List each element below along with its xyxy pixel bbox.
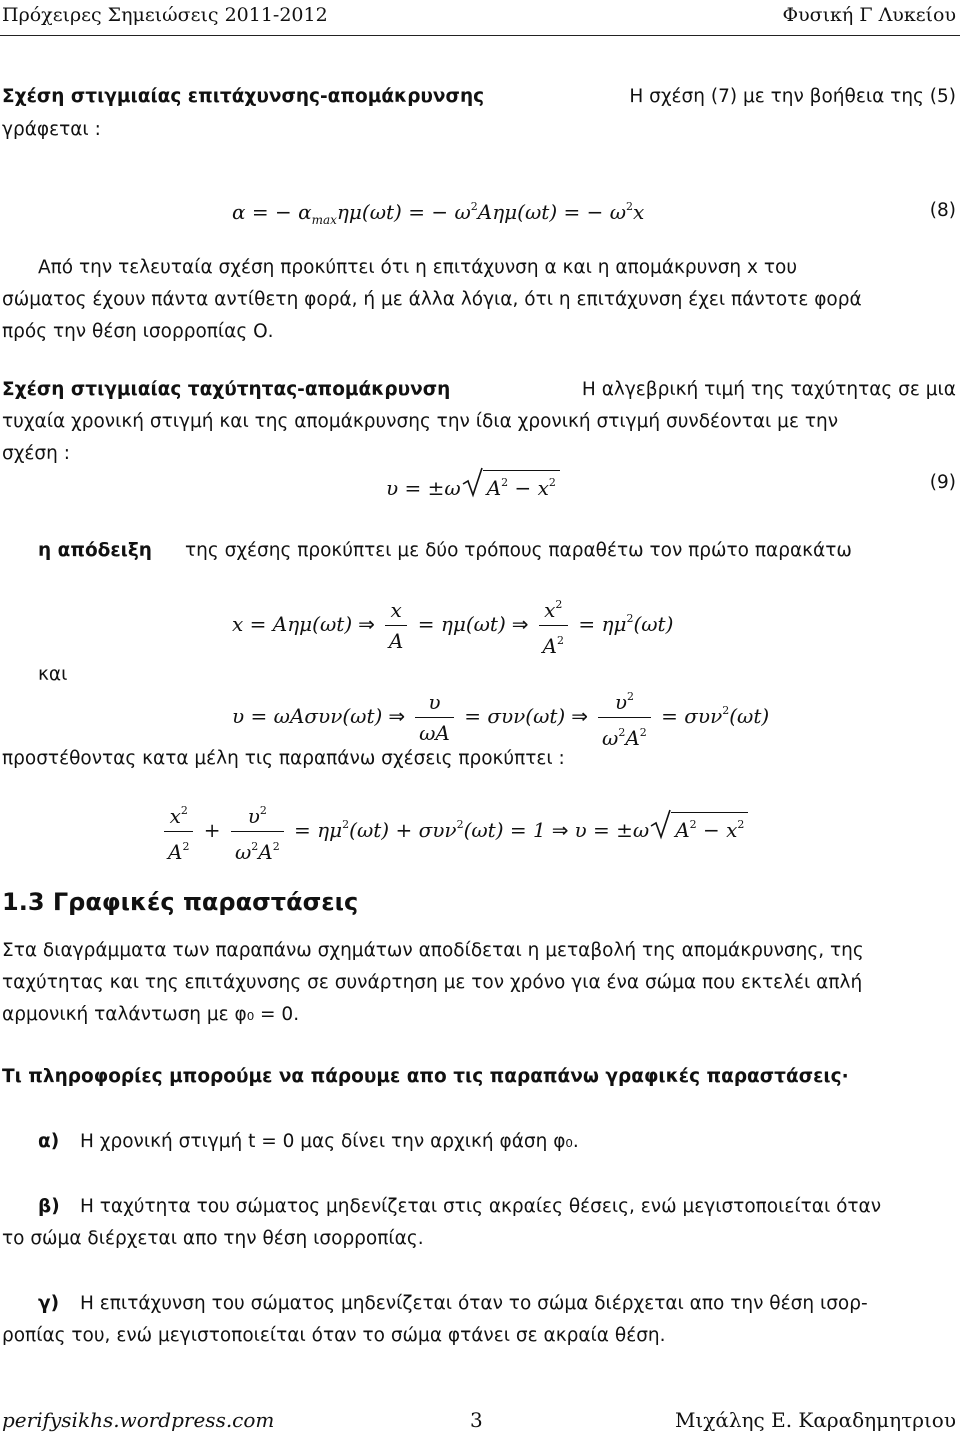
equation-9: υ = ±ω $A^2 - x^2$ (386, 470, 560, 500)
para1-line3: πρός την θέση ισορροπίας Ο. (2, 321, 274, 342)
equation-x: x = Αημ(ωt) ⇒ $\frac{x}{A}$ = ημ(ωt) ⇒ $\frac{x^2}{A^2}$ = $\eta\mu^2(\omega t)$ (232, 590, 673, 661)
para1-line2: σώματος έχουν πάντα αντίθετη φορά, ή με άλλα λόγια, ότι η επιτάχυνση έχει πάντοτε φορά (2, 289, 862, 310)
footer-author: Μιχάλης Ε. Καραδημητριου (674, 1408, 956, 1432)
para1-line1: Από την τελευταία σχέση προκύπτει ότι η επιτάχυνση α και η απομάκρυνση x του (38, 257, 798, 278)
sec1-title: Σχέση στιγμιαίας επιτάχυνσης-απομάκρυνσης (2, 86, 485, 107)
sec3-line1: Στα διαγράμματα των παραπάνω σχημάτων αποδίδεται η μεταβολή της απομάκρυνσης, της (2, 940, 864, 961)
equation-v: υ = ωΑσυν(ωt) ⇒ $\frac{\upsilon}{\omega A}$ = συν(ωt) ⇒ $\frac{\upsilon^2}{\omega^2A^2}$ = συν$^2$(ωt) (232, 682, 769, 753)
sec2-title: Σχέση στιγμιαίας ταχύτητας-απομάκρυνση (2, 379, 451, 400)
item-a-text: Η χρονική στιγμή t = 0 μας δίνει την αρχική φάση φ₀. (80, 1131, 579, 1152)
sec2-line3: σχέση : (2, 443, 70, 464)
header-rule (0, 35, 960, 36)
sec2-line2: τυχαία χρονική στιγμή και της απομάκρυνσης την ίδια χρονική στιγμή συνδέονται με την (2, 411, 839, 432)
header-left: Πρόχειρες Σημειώσεις 2011-2012 (2, 4, 328, 26)
equation-8: α = − $\alpha_{max}\eta\mu(\omega t)$ = − $\omega^2A\eta\mu(\omega t)$ = − $\omega^2x$ (232, 200, 645, 227)
sec2-line1: Η αλγεβρική τιμή της ταχύτητας σε μια (581, 379, 956, 400)
sec1-text-b: γράφεται : (2, 119, 101, 140)
and-label: και (38, 664, 68, 685)
item-b-label: β) (38, 1196, 60, 1217)
sec3-line3: αρμονική ταλάντωση με φ₀ = 0. (2, 1004, 300, 1025)
item-a-label: α) (38, 1131, 60, 1152)
question: Τι πληροφορίες μπορούμε να πάρουμε απο τις παραπάνω γραφικές παραστάσεις· (2, 1066, 849, 1087)
proof-label: η απόδειξη (38, 540, 152, 561)
item-b-text1: Η ταχύτητα του σώματος μηδενίζεται στις ακραίες θέσεις, ενώ μεγιστοποιείται όταν (80, 1196, 882, 1217)
item-g-text2: ροπίας του, ενώ μεγιστοποιείται όταν το σώμα φτάνει σε ακραία θέση. (2, 1325, 666, 1346)
adding-text: προστέθοντας κατα μέλη τις παραπάνω σχέσεις προκύπτει : (2, 748, 565, 769)
equation-sum: $\frac{x^2}{A^2}$ + $\frac{\upsilon^2}{\omega^2A^2}$ = $\eta\mu^2(\omega t) + \sigma\upsilon\nu^2(\omega t) = 1$ ⇒ υ = ±ω $A^2 - x^2$ (160, 796, 748, 867)
sec3-line2: ταχύτητας και της επιτάχυνσης σε συνάρτηση με τον χρόνο για ένα σώμα που εκτελέι απλή (2, 972, 863, 993)
footer-url: perifysikhs.wordpress.com (2, 1408, 275, 1432)
eq9-number: (9) (929, 472, 956, 493)
sec1-line1 (2, 86, 484, 107)
sec3-title: 1.3 Γραφικές παραστάσεις (2, 888, 359, 916)
header-right: Φυσική Γ Λυκείου (782, 4, 956, 26)
item-g-label: γ) (38, 1293, 60, 1314)
page-number: 3 (470, 1408, 483, 1432)
item-g-text1: Η επιτάχυνση του σώματος μηδενίζεται όταν το σώμα διέρχεται απο την θέση ισορ- (80, 1293, 868, 1314)
eq8-number: (8) (929, 200, 956, 221)
item-b-text2: το σώμα διέρχεται απο την θέση ισορροπίας. (2, 1228, 424, 1249)
sec1-text-a: Η σχέση (7) με την βοήθεια της (5) (629, 86, 956, 107)
proof-text: της σχέσης προκύπτει με δύο τρόπους παραθέτω τον πρώτο παρακάτω (185, 540, 852, 561)
